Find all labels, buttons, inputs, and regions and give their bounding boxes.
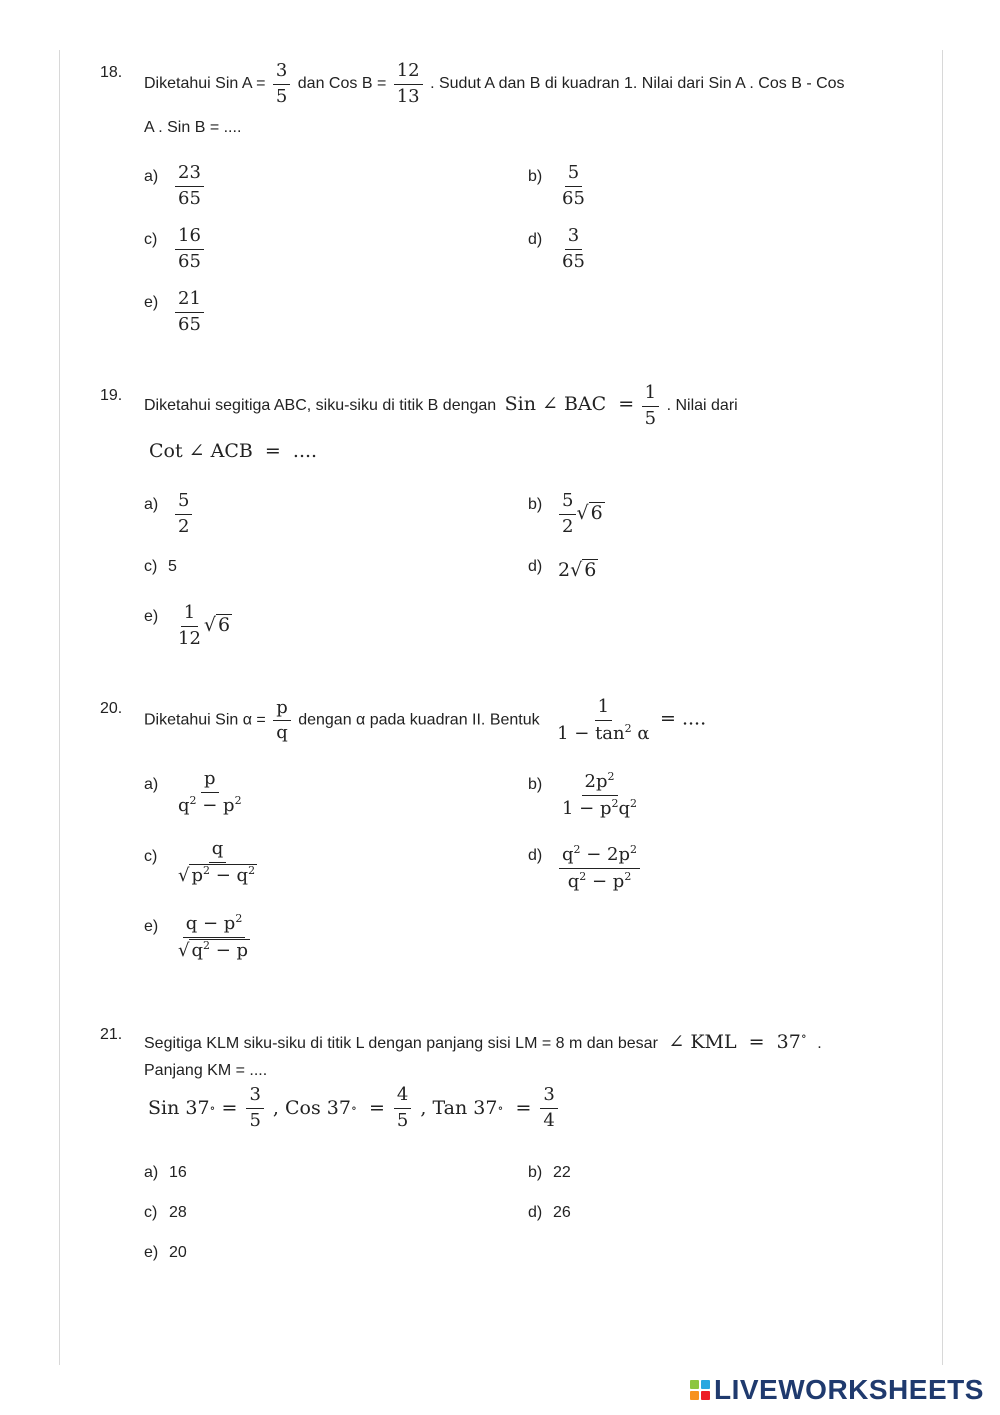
q18-option-b[interactable] xyxy=(528,162,591,210)
q18-number: 18. xyxy=(100,64,123,81)
right-margin-line xyxy=(942,50,943,1365)
q20-option-b-den xyxy=(559,796,640,821)
q20-text-pre: Diketahui Sin α = xyxy=(144,711,266,729)
q20-option-d-num-b: − 2p xyxy=(580,844,631,865)
q20-option-c[interactable] xyxy=(144,838,263,887)
q20-expr-fraction xyxy=(554,696,652,745)
q19-option-b-sqrt xyxy=(576,502,604,525)
q20-option-a-num: p xyxy=(201,768,219,793)
q21-sin-fraction xyxy=(246,1084,263,1132)
q20-option-e-rad-a: q xyxy=(191,939,204,961)
q21-sin-label: Sin 37 xyxy=(148,1097,210,1119)
q18-text-post: . Sudut A dan B di kuadran 1. Nilai dari Sin A . Cos B - Cos xyxy=(430,75,845,93)
q19-option-e-num: 1 xyxy=(181,602,198,627)
q20-option-d-label: d) xyxy=(528,847,543,864)
liveworksheets-logo[interactable] xyxy=(690,1374,984,1406)
q21-option-e-value: 20 xyxy=(169,1244,187,1261)
q21-option-a-value: 16 xyxy=(169,1164,187,1181)
q20-option-b[interactable] xyxy=(528,770,643,820)
q21-cos-label: Cos 37 xyxy=(285,1097,351,1119)
q21-sin-deg: ∘ xyxy=(209,1101,216,1115)
q21-tan-deg: ∘ xyxy=(497,1101,504,1115)
q20-option-c-num: q xyxy=(209,838,227,863)
q19-text-pre: Diketahui segitiga ABC, siku-siku di titik B dengan xyxy=(144,397,497,415)
q20-option-b-num xyxy=(582,770,618,796)
q20-option-a-den-a: q xyxy=(178,794,190,816)
q20-option-c-fraction xyxy=(175,838,260,887)
q19-option-a-fraction xyxy=(175,490,192,538)
q21-given xyxy=(148,1084,561,1132)
q19-option-b-den: 2 xyxy=(562,515,574,537)
liveworksheets-logo-icon xyxy=(690,1380,710,1400)
q18-option-a-num: 23 xyxy=(175,162,204,187)
q18-option-c-label: c) xyxy=(144,231,158,248)
q19-option-c-value: 5 xyxy=(168,558,177,575)
q20-option-b-fraction xyxy=(559,770,640,820)
q18-text xyxy=(144,60,845,108)
q21-option-e[interactable] xyxy=(144,1244,187,1262)
q20-option-e-num-a: q − p xyxy=(185,913,236,934)
q20-option-d-num xyxy=(559,843,640,869)
q18-text-pre: Diketahui Sin A = xyxy=(144,75,266,93)
q20-option-d-den-a: q xyxy=(567,870,580,892)
q21-text xyxy=(144,1025,822,1055)
q20-sin-den: q xyxy=(276,722,288,743)
q21-option-d[interactable] xyxy=(528,1204,571,1222)
q20-option-a-den-b: − p xyxy=(196,794,235,816)
q20-expr-den-sup: 2 xyxy=(624,721,632,735)
q20-expr-tail: = .... xyxy=(659,707,707,730)
q19-text xyxy=(144,382,738,430)
q21-option-b[interactable] xyxy=(528,1164,571,1182)
q19-option-e-radicand: 6 xyxy=(218,614,231,636)
q21-option-a[interactable] xyxy=(144,1164,187,1182)
q21-sin-num: 3 xyxy=(246,1084,263,1109)
q20-option-e-num xyxy=(183,912,246,938)
q20-option-a[interactable] xyxy=(144,768,248,817)
q20-option-d-den-sup1: 2 xyxy=(579,869,587,883)
q20-option-e-radicand xyxy=(189,939,250,962)
q21-text-pre: Segitiga KLM siku-siku di titik L dengan panjang sisi LM = 8 m dan besar xyxy=(144,1035,658,1052)
q19-option-b-num: 5 xyxy=(559,490,576,515)
q21-angle-deg: ∘ xyxy=(800,1029,807,1043)
q19-option-a-num: 5 xyxy=(175,490,192,515)
q21-line2: Panjang KM = .... xyxy=(144,1062,268,1079)
q21-option-b-label: b) xyxy=(528,1164,543,1181)
q21-option-e-label: e) xyxy=(144,1244,159,1261)
q21-option-a-label: a) xyxy=(144,1164,159,1181)
q19-option-e-sqrt xyxy=(204,614,232,637)
q19-option-e-label: e) xyxy=(144,608,159,625)
q20-option-b-den-a: 1 − p xyxy=(562,797,612,819)
q19-option-a[interactable] xyxy=(144,490,195,538)
q21-option-d-value: 26 xyxy=(553,1204,571,1221)
q20-option-e-radical: √ xyxy=(178,939,190,961)
q19-option-e-den: 12 xyxy=(178,627,201,649)
q20-option-d-den-b: − p xyxy=(586,870,625,892)
liveworksheets-logo-text: LIVEWORKSHEETS xyxy=(714,1374,984,1405)
logo-tile-2 xyxy=(701,1380,710,1389)
q20-text xyxy=(144,696,706,745)
q21-tan-fraction xyxy=(540,1084,557,1132)
q19-option-d-radicand: 6 xyxy=(584,559,597,581)
q20-option-c-radicand xyxy=(189,864,257,887)
q20-option-e-rad-sup: 2 xyxy=(203,938,211,952)
q21-cos-deg: ∘ xyxy=(350,1101,357,1115)
q18-cosB-den: 13 xyxy=(396,85,420,107)
q19-option-b-radicand: 6 xyxy=(590,502,603,524)
left-margin-line xyxy=(59,50,60,1365)
q18-option-d-num: 3 xyxy=(565,225,582,250)
q20-option-a-den-sup1: 2 xyxy=(189,793,197,807)
q21-option-c-label: c) xyxy=(144,1204,158,1221)
q21-option-c[interactable] xyxy=(144,1204,187,1222)
q18-sinA-den: 5 xyxy=(275,85,288,107)
q20-option-c-rad-sup1: 2 xyxy=(203,863,211,877)
q20-option-d-num-a: q xyxy=(562,844,574,865)
q20-text-mid: dengan α pada kuadran II. Bentuk xyxy=(298,711,540,729)
q19-option-d-label: d) xyxy=(528,558,543,575)
q19-option-d-coef: 2 xyxy=(558,559,571,581)
q18-option-d-den: 65 xyxy=(562,250,585,272)
q19-option-c[interactable] xyxy=(144,558,177,576)
q19-expr-den: 5 xyxy=(644,407,657,429)
q20-option-e-rad-b: − p xyxy=(210,939,249,961)
q20-sin-fraction xyxy=(273,697,291,745)
q21-sin-den: 5 xyxy=(249,1109,261,1131)
q19-line2: Cot ∠ ACB = .... xyxy=(149,440,318,462)
q21-option-c-value: 28 xyxy=(169,1204,187,1221)
q19-expr-num: 1 xyxy=(642,382,659,407)
q21-tan-label: Tan 37 xyxy=(432,1097,498,1119)
logo-tile-1 xyxy=(690,1380,699,1389)
q18-option-a[interactable] xyxy=(144,162,207,210)
q19-option-d[interactable] xyxy=(528,558,598,582)
q21-sin-eq: = xyxy=(215,1097,244,1119)
q19-option-e[interactable] xyxy=(144,602,232,650)
q20-option-b-den-b: q xyxy=(618,797,631,819)
q21-cos-den: 5 xyxy=(396,1109,409,1131)
q21-option-b-value: 22 xyxy=(553,1164,571,1181)
q20-option-c-rad-b: − q xyxy=(210,864,249,886)
q20-option-c-rad-sup2: 2 xyxy=(248,863,256,877)
q20-option-c-den xyxy=(175,863,260,888)
q18-option-a-den: 65 xyxy=(178,187,201,209)
q21-angle-expr-text: ∠ KML = 37 xyxy=(668,1031,801,1053)
q21-option-d-label: d) xyxy=(528,1204,543,1221)
q20-option-c-label: c) xyxy=(144,848,158,865)
q18-cosB-fraction xyxy=(394,60,423,108)
q19-option-d-sqrt xyxy=(570,559,598,582)
q18-option-c-num: 16 xyxy=(175,225,204,250)
q18-option-e-num: 21 xyxy=(175,288,204,313)
q21-cos-fraction xyxy=(394,1084,411,1132)
q20-option-b-num-sup: 2 xyxy=(607,770,615,783)
q18-option-d-label: d) xyxy=(528,231,543,248)
q19-option-e-fraction xyxy=(175,602,204,650)
q20-expr-num: 1 xyxy=(595,696,612,721)
q20-option-d-num-sup2: 2 xyxy=(630,843,638,856)
q20-option-d-den-sup2: 2 xyxy=(624,869,632,883)
q19-text-post: . Nilai dari xyxy=(666,397,738,415)
q18-option-e-den: 65 xyxy=(178,313,201,335)
q18-option-c[interactable] xyxy=(144,225,207,273)
q18-option-e-label: e) xyxy=(144,294,159,311)
q20-option-a-den-sup2: 2 xyxy=(234,793,242,807)
q20-option-b-den-sup2: 2 xyxy=(630,796,638,810)
q18-text-line2: A . Sin B = .... xyxy=(144,119,242,136)
q18-option-a-fraction xyxy=(175,162,204,210)
q20-option-b-den-sup1: 2 xyxy=(611,796,619,810)
q19-number: 19. xyxy=(100,387,123,404)
q20-number: 20. xyxy=(100,700,123,717)
q21-tan-num: 3 xyxy=(540,1084,557,1109)
q18-option-b-den: 65 xyxy=(562,187,585,209)
q19-option-a-label: a) xyxy=(144,496,159,513)
q18-option-d-fraction xyxy=(559,225,588,273)
q18-option-b-label: b) xyxy=(528,168,543,185)
q20-option-d[interactable] xyxy=(528,843,643,893)
q20-option-a-den xyxy=(175,793,245,818)
q18-option-c-den: 65 xyxy=(178,250,201,272)
q19-option-b-fraction xyxy=(559,490,576,538)
q19-option-b-label: b) xyxy=(528,496,543,513)
q20-option-a-label: a) xyxy=(144,776,159,793)
q19-option-a-den: 2 xyxy=(178,515,190,537)
q19-option-b[interactable] xyxy=(528,490,605,538)
q20-option-e-label: e) xyxy=(144,918,159,935)
logo-tile-4 xyxy=(701,1391,710,1400)
q19-expr: Sin ∠ BAC = xyxy=(504,393,635,416)
q18-cosB-num: 12 xyxy=(394,60,423,85)
q20-option-d-num-sup1: 2 xyxy=(573,843,581,856)
q20-option-b-num-a: 2p xyxy=(584,771,608,792)
q21-angle-expr xyxy=(668,1031,806,1053)
q20-option-e-num-sup: 2 xyxy=(235,912,243,925)
q19-option-e-radical: √ xyxy=(203,614,217,636)
q18-option-b-fraction xyxy=(559,162,588,210)
q21-tan-den: 4 xyxy=(543,1109,555,1131)
q18-option-e-fraction xyxy=(175,288,204,336)
q18-sinA-num: 3 xyxy=(273,60,290,85)
q20-expr-den-b: α xyxy=(631,722,650,744)
q19-option-b-radical: √ xyxy=(576,502,589,524)
q19-expr-fraction xyxy=(642,382,659,430)
q20-option-c-radical: √ xyxy=(178,864,190,886)
q21-cos-num: 4 xyxy=(394,1084,411,1109)
q20-option-e-fraction xyxy=(175,912,253,962)
q18-option-e[interactable] xyxy=(144,288,207,336)
q20-option-a-fraction xyxy=(175,768,245,817)
q20-option-b-label: b) xyxy=(528,776,543,793)
q18-option-a-label: a) xyxy=(144,168,159,185)
q20-option-e[interactable] xyxy=(144,912,256,962)
q21-cos-eq: = xyxy=(356,1097,391,1119)
q20-expr-den-a: 1 − tan xyxy=(557,722,625,744)
q18-option-b-num: 5 xyxy=(565,162,582,187)
q20-option-c-rad-a: p xyxy=(191,864,204,886)
q20-option-e-den xyxy=(175,938,253,963)
q19-option-d-radical: √ xyxy=(570,559,583,581)
q18-option-d[interactable] xyxy=(528,225,591,273)
q20-option-d-fraction xyxy=(559,843,640,893)
q20-option-d-den xyxy=(565,869,635,894)
q21-number: 21. xyxy=(100,1026,123,1043)
q18-sinA-fraction xyxy=(273,60,290,108)
q18-option-c-fraction xyxy=(175,225,204,273)
q20-sin-num: p xyxy=(273,697,291,722)
q21-comma1: , xyxy=(266,1097,286,1119)
q19-option-c-label: c) xyxy=(144,558,158,575)
q21-text-post: . xyxy=(817,1035,822,1052)
q21-tan-eq: = xyxy=(503,1097,538,1119)
q21-comma2: , xyxy=(414,1097,433,1119)
q20-expr-den xyxy=(554,721,652,746)
q18-text-mid: dan Cos B = xyxy=(297,75,387,93)
logo-tile-3 xyxy=(690,1391,699,1400)
